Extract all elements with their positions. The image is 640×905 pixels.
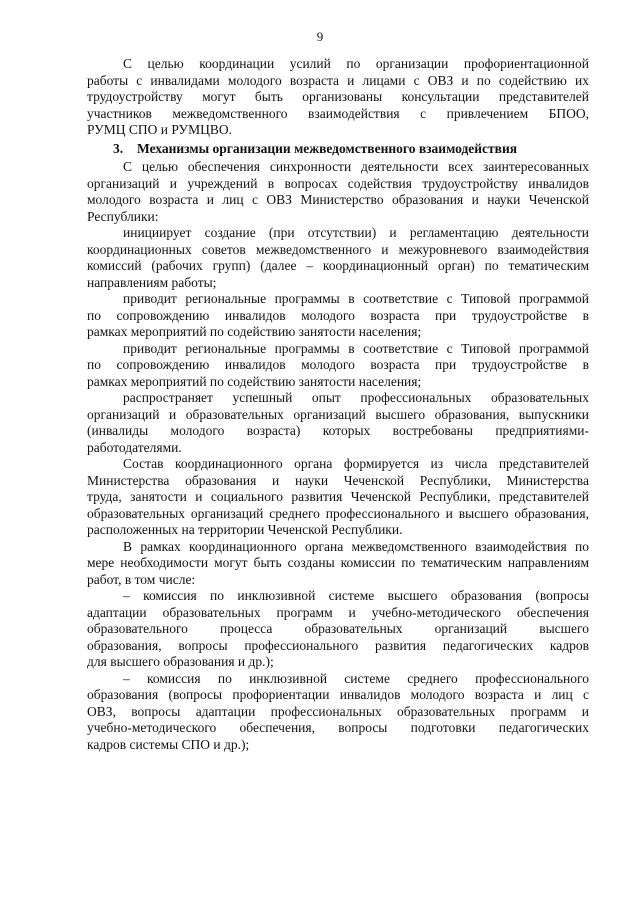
section-title: Механизмы организации межведомственного взаимодействия <box>137 140 518 156</box>
section-number: 3. <box>113 140 124 156</box>
paragraph <box>87 341 589 391</box>
paragraph <box>87 56 589 139</box>
text-line: Министерства образования и науки Чеченской Республики, Министерства <box>87 472 589 488</box>
paragraph <box>87 159 589 225</box>
text-line: инициирует создание (при отсутствии) и регламентацию деятельности <box>123 225 589 240</box>
text-line: образовательного процесса образовательных организаций высшего <box>87 621 589 636</box>
text-line: комиссий (рабочих групп) (далее – координационный орган) по тематическим <box>87 258 589 273</box>
paragraph <box>87 456 589 539</box>
text-line: участников межведомственного взаимодействия с привлечением БПОО, <box>87 105 589 121</box>
text-line: расположенных на территории Чеченской Республики. <box>87 522 403 537</box>
text-line: учебно-методического обеспечения, вопросы подготовки педагогических <box>87 720 589 735</box>
text-line: для высшего образования и др.); <box>87 654 274 669</box>
text-line: организаций и образовательных организаций высшего образования, выпускники <box>87 406 589 422</box>
text-line: работы с инвалидами молодого возраста и лицами с ОВЗ и по содействию их <box>87 72 589 88</box>
text-line: трудоустройству могут быть организованы консультации представителей <box>87 89 589 104</box>
paragraph <box>87 671 589 754</box>
text-line: С целью координации усилий по организации профориентационной <box>123 56 589 71</box>
text-line: приводит региональные программы в соответствие с Типовой программой <box>123 291 589 306</box>
text-line: по сопровождению инвалидов молодого возраста при трудоустройстве в <box>87 357 589 372</box>
text-line: С целью обеспечения синхронности деятельности всех заинтересованных <box>123 159 589 174</box>
paragraph <box>87 588 589 671</box>
text-line: труда, занятости и социального развития Чеченской Республики, представителей <box>87 489 589 504</box>
text-line: образования, вопросы профессионального развития педагогических кадров <box>87 637 589 653</box>
text-line: образовательных организаций среднего профессионального и высшего образования, <box>87 505 589 521</box>
text-line: распространяет успешный опыт профессиональных образовательных <box>123 390 589 405</box>
text-line: кадров системы СПО и др.); <box>87 736 250 752</box>
text-line: образования (вопросы профориентации инвалидов молодого возраста и лиц с <box>87 687 589 702</box>
text-line: работ, в том числе: <box>87 571 196 587</box>
text-line: В рамках координационного органа межведомственного взаимодействия по <box>123 538 589 554</box>
text-line: Состав координационного органа формируется из числа представителей <box>123 456 589 471</box>
text-line: организаций и учреждений в вопросах содействия трудоустройству инвалидов <box>87 175 589 191</box>
text-line: – комиссия по инклюзивной системе высшего образования (вопросы <box>123 588 589 603</box>
text-line: – комиссия по инклюзивной системе среднего профессионального <box>123 670 589 686</box>
text-line: работодателями. <box>87 439 182 455</box>
text-line: рамках мероприятий по содействию занятости населения; <box>87 373 422 389</box>
document-body <box>87 56 589 753</box>
section-heading <box>87 141 589 158</box>
paragraph <box>87 539 589 589</box>
text-line: РУМЦ СПО и РУМЦВО. <box>87 122 232 137</box>
text-line: приводит региональные программы в соответствие с Типовой программой <box>123 340 589 356</box>
text-line: ОВЗ, вопросы адаптации профессиональных образовательных программ и <box>87 703 589 719</box>
paragraph <box>87 291 589 341</box>
page-number: 9 <box>316 29 324 44</box>
text-line: адаптации образовательных программ и учебно-методического обеспечения <box>87 604 589 620</box>
paragraph <box>87 390 589 456</box>
text-line: молодого возраста и лиц с ОВЗ Министерство образования и науки Чеченской <box>87 192 589 207</box>
text-line: рамках мероприятий по содействию занятости населения; <box>87 324 422 339</box>
text-line: координационных советов межведомственного и межуровневого взаимодействия <box>87 241 589 257</box>
text-line: Республики: <box>87 208 159 224</box>
text-line: (инвалиды молодого возраста) которых востребованы предприятиями- <box>87 423 589 438</box>
text-line: по сопровождению инвалидов молодого возраста при трудоустройстве в <box>87 307 589 323</box>
text-line: направлениям работы; <box>87 274 217 290</box>
paragraph <box>87 225 589 291</box>
text-line: мере необходимости могут быть созданы комиссии по тематическим направлениям <box>87 555 589 570</box>
